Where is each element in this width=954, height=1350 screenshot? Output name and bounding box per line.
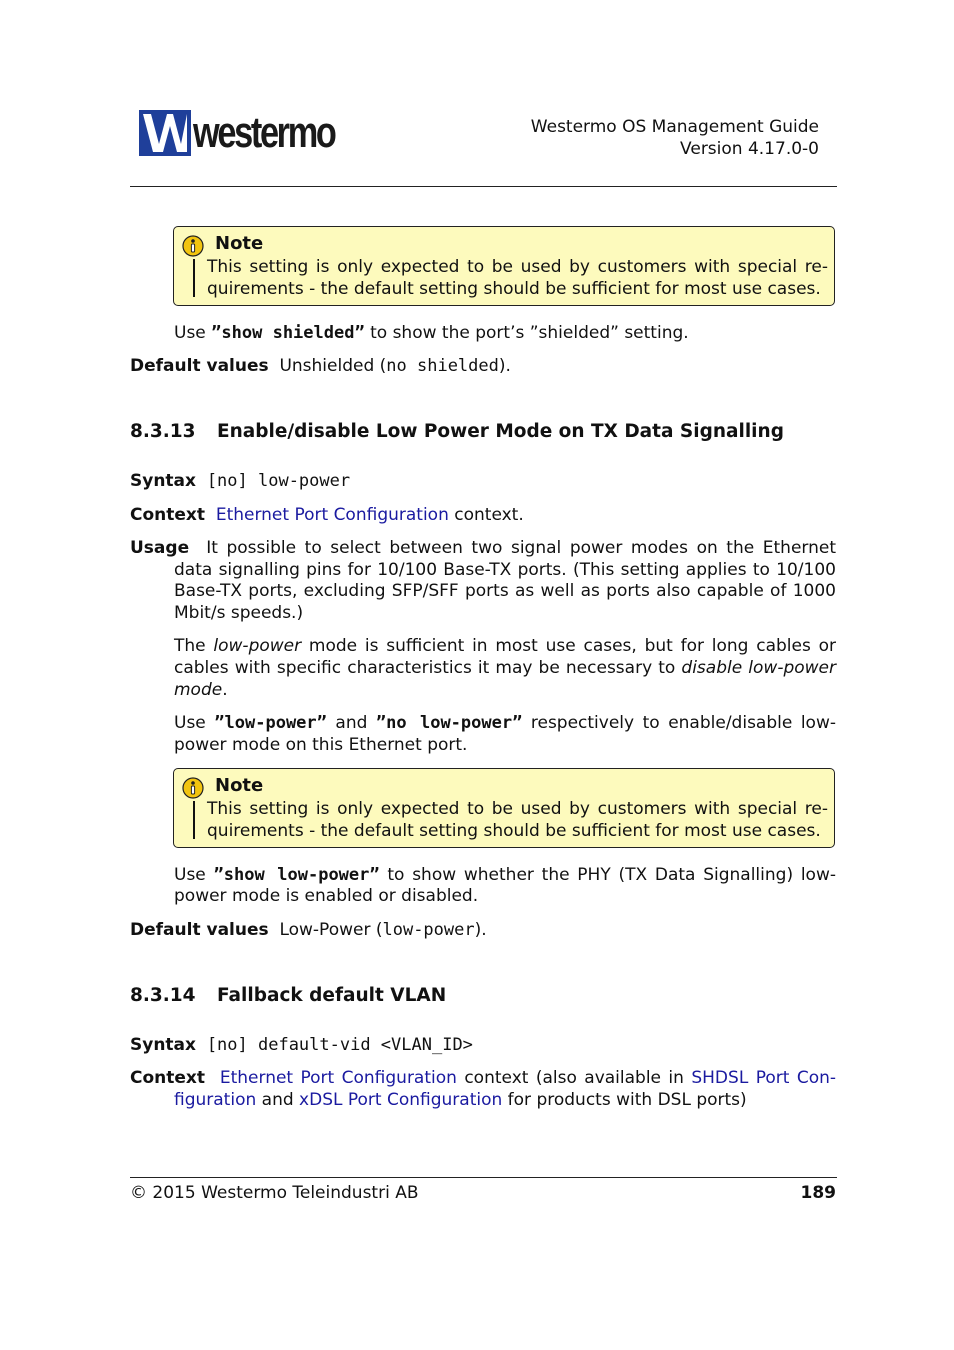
paragraph-line: power mode is enabled or disabled.	[174, 886, 479, 906]
context-link[interactable]: Ethernet Port Configuration	[215, 505, 449, 525]
document-header	[531, 116, 819, 160]
shdsl-link[interactable]: SHDSL Port Con-	[691, 1068, 837, 1088]
guide-title: Westermo OS Management Guide	[530, 117, 819, 137]
note-title: Note	[215, 233, 264, 254]
paragraph-line: cables with specific characteristics it may be necessary to disable low-power	[174, 658, 836, 678]
section-heading: 8.3.13 Enable/disable Low Power Mode on TX Data Signalling	[130, 421, 784, 442]
usage-line: Usage It possible to select between two signal power modes on the Ethernet	[130, 538, 837, 558]
note-bar	[193, 259, 195, 297]
note-text-line: quirements - the default setting should be sufficient for most use cases.	[207, 821, 821, 841]
copyright-symbol: ©	[130, 1183, 147, 1203]
section-heading: 8.3.14 Fallback default VLAN	[130, 985, 447, 1006]
footer-company: 2015 Westermo Teleindustri AB	[147, 1183, 419, 1203]
note-bar	[193, 801, 195, 839]
note-text-line: This setting is only expected to be used by customers with special re-	[207, 257, 828, 277]
paragraph-line: Use ”show low-power” to show whether the PHY (TX Data Signalling) low-	[174, 865, 836, 885]
syntax-line: Syntax [no] default-vid <VLAN_ID>	[130, 1035, 473, 1055]
xdsl-link[interactable]: xDSL Port Configuration	[299, 1090, 503, 1110]
command: ”low-power”	[214, 713, 327, 733]
guide-version: Version 4.17.0-0	[680, 139, 819, 159]
note-text-line: quirements - the default setting should be sufficient for most use cases.	[207, 279, 821, 299]
header-rule	[130, 186, 837, 187]
default-values-line: Default values Low-Power (low-power).	[130, 920, 487, 940]
paragraph-line: Use ”low-power” and ”no low-power” respectively to enable/disable low-	[174, 713, 836, 733]
footer	[130, 1182, 836, 1204]
paragraph-line: The low-power mode is sufficient in most use cases, but for long cables or	[174, 636, 836, 656]
note-box	[173, 768, 835, 848]
footer-rule	[130, 1177, 837, 1178]
page-number: 189	[800, 1183, 836, 1203]
shielded-usage: Use ”show shielded” to show the port’s ”shielded” setting.	[174, 323, 689, 343]
note-info-icon	[182, 777, 204, 799]
paragraph-line: power mode on this Ethernet port.	[174, 735, 468, 755]
note-info-icon	[182, 235, 204, 257]
shdsl-link[interactable]: figuration	[174, 1090, 257, 1110]
syntax-line: Syntax [no] low-power	[130, 471, 351, 491]
westermo-logo	[139, 110, 339, 163]
command: ”show shielded”	[211, 323, 365, 343]
context-line: Context Ethernet Port Configuration context (also available in SHDSL Port Con-	[130, 1068, 837, 1088]
paragraph-line: mode.	[174, 680, 228, 700]
context-line: Context Ethernet Port Configuration context.	[130, 505, 524, 525]
logo-wordmark: westermo	[193, 108, 335, 157]
command: ”no low-power”	[375, 713, 523, 733]
note-title: Note	[215, 775, 264, 796]
shielded-default: Default values Unshielded (no shielded).	[130, 356, 511, 376]
context-line: figuration and xDSL Port Configuration for products with DSL ports)	[174, 1090, 747, 1110]
note-box	[173, 226, 835, 306]
note-text-line: This setting is only expected to be used by customers with special re-	[207, 799, 828, 819]
usage-line: data signalling pins for 10/100 Base-TX ports. (This setting applies to 10/100	[174, 560, 836, 580]
usage-line: Mbit/s speeds.)	[174, 603, 304, 623]
context-link[interactable]: Ethernet Port Configuration	[219, 1068, 457, 1088]
usage-line: Base-TX ports, excluding SFP/SFF ports as well as ports also capable of 1000	[174, 581, 836, 601]
command: ”show low-power”	[213, 865, 380, 885]
